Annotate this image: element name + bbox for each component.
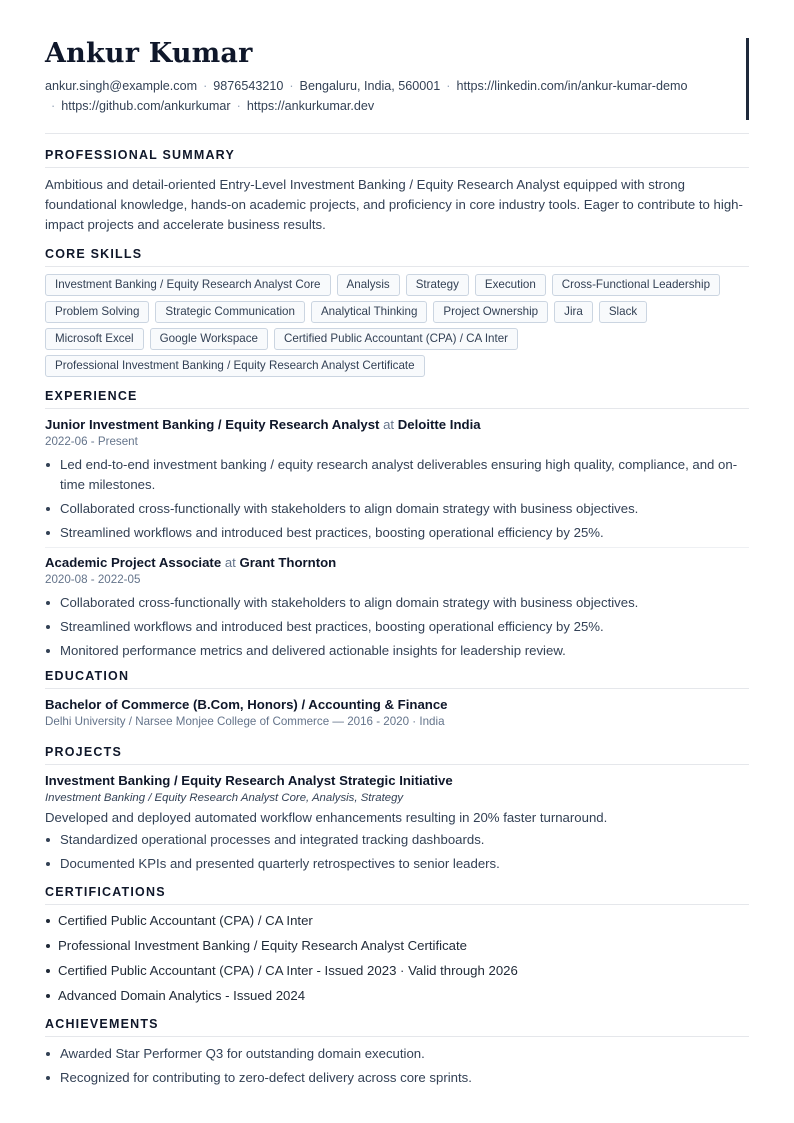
achievement-item: Recognized for contributing to zero-defect delivery across core sprints.: [45, 1068, 749, 1088]
skill-chip: Cross-Functional Leadership: [552, 274, 720, 296]
job-company: Deloitte India: [397, 417, 481, 432]
project-bullet: Standardized operational processes and integrated tracking dashboards.: [45, 830, 749, 850]
contact-website-link[interactable]: https://ankurkumar.dev: [246, 99, 375, 113]
contact-separator: ·: [236, 99, 241, 113]
resume-page: [45, 38, 749, 1092]
section-title-certifications: CERTIFICATIONS: [45, 884, 749, 905]
job-bullet: Collaborated cross-functionally with stakeholders to align domain strategy with business objectives.: [45, 593, 749, 613]
skill-chip: Analytical Thinking: [311, 301, 427, 323]
job-bullet: Streamlined workflows and introduced best practices, boosting operational efficiency by 25%.: [45, 523, 749, 543]
candidate-name: Ankur Kumar: [45, 38, 253, 69]
job-role: Junior Investment Banking / Equity Research Analyst: [45, 417, 380, 432]
job-bullet: Streamlined workflows and introduced best practices, boosting operational efficiency by 25%.: [45, 617, 749, 637]
contact-linkedin-link[interactable]: https://linkedin.com/in/ankur-kumar-demo: [456, 79, 688, 93]
contact-phone[interactable]: 9876543210: [213, 79, 284, 93]
section-title-skills: CORE SKILLS: [45, 246, 749, 267]
experience-section: [45, 388, 749, 661]
job-bullet: Collaborated cross-functionally with stakeholders to align domain strategy with business objectives.: [45, 499, 749, 519]
job-heading: [45, 416, 749, 434]
education-details: Delhi University / Narsee Monjee College of Commerce — 2016 - 2020 · India: [45, 715, 445, 728]
section-title-experience: EXPERIENCE: [45, 388, 749, 409]
skill-chip: Google Workspace: [150, 328, 268, 350]
project-name: Investment Banking / Equity Research Analyst Strategic Initiative: [45, 773, 453, 788]
achievement-item: Awarded Star Performer Q3 for outstanding domain execution.: [45, 1044, 749, 1064]
skill-chip: Execution: [475, 274, 546, 296]
contact-line: [45, 76, 735, 116]
header-divider: [45, 133, 749, 134]
job-at-label: at: [383, 417, 395, 432]
section-title-achievements: ACHIEVEMENTS: [45, 1016, 749, 1037]
project-tech-stack: Investment Banking / Equity Research Analyst Core, Analysis, Strategy: [45, 792, 404, 804]
certification-item: Certified Public Accountant (CPA) / CA Inter - Issued 2023 · Valid through 2026: [45, 961, 749, 981]
skill-chip: Professional Investment Banking / Equity Research Analyst Certificate: [45, 355, 425, 377]
job-dates: 2022-06 - Present: [45, 435, 138, 448]
projects-section: [45, 744, 749, 874]
section-title-education: EDUCATION: [45, 668, 749, 689]
job-at-label: at: [224, 555, 236, 570]
resume-header: [45, 38, 749, 116]
job-bullet-list: [45, 455, 749, 543]
contact-github-link[interactable]: https://github.com/ankurkumar: [61, 99, 231, 113]
education-section: [45, 668, 749, 730]
certifications-section: [45, 884, 749, 1006]
section-title-projects: PROJECTS: [45, 744, 749, 765]
skill-chip: Jira: [554, 301, 593, 323]
skills-section: [45, 246, 749, 377]
skill-chip: Problem Solving: [45, 301, 149, 323]
certification-list: [45, 911, 749, 1006]
contact-separator: ·: [289, 79, 294, 93]
job-bullet-list: [45, 593, 749, 661]
contact-separator: ·: [446, 79, 451, 93]
job-dates: 2020-08 - 2022-05: [45, 573, 141, 586]
project-bullet-list: [45, 830, 749, 874]
job-divider: [45, 547, 749, 548]
summary-section: [45, 147, 749, 235]
contact-email[interactable]: ankur.singh@example.com: [45, 79, 198, 93]
achievements-section: [45, 1016, 749, 1088]
job-role: Academic Project Associate: [45, 555, 222, 570]
skill-chip: Project Ownership: [433, 301, 548, 323]
skill-chip: Strategic Communication: [155, 301, 305, 323]
skill-chip: Analysis: [337, 274, 400, 296]
experience-entry: [45, 416, 749, 543]
job-bullet: Led end-to-end investment banking / equity research analyst deliverables ensuring high quality, compliance, and on-time milestones.: [45, 455, 749, 495]
achievement-list: [45, 1044, 749, 1088]
certification-item: Advanced Domain Analytics - Issued 2024: [45, 986, 749, 1006]
contact-separator: ·: [203, 79, 208, 93]
section-title-summary: PROFESSIONAL SUMMARY: [45, 147, 749, 168]
skill-chip: Slack: [599, 301, 647, 323]
project-description: Developed and deployed automated workflow enhancements resulting in 20% faster turnaround.: [45, 810, 608, 825]
education-degree: Bachelor of Commerce (B.Com, Honors) / Accounting & Finance: [45, 697, 448, 712]
skill-chip-list: [45, 274, 749, 377]
contact-separator: ·: [51, 99, 56, 113]
summary-text: Ambitious and detail-oriented Entry-Level Investment Banking / Equity Research Analyst equipped with strong foundational knowledge, hands-on academic projects, and proficiency in core industry tools. Eager to contribute to high-impact projects and accelerate business results.: [45, 177, 743, 232]
job-bullet: Monitored performance metrics and delivered actionable insights for leadership review.: [45, 641, 749, 661]
skill-chip: Strategy: [406, 274, 469, 296]
skill-chip: Microsoft Excel: [45, 328, 144, 350]
certification-item: Professional Investment Banking / Equity Research Analyst Certificate: [45, 936, 749, 956]
contact-location: Bengaluru, India, 560001: [299, 79, 441, 93]
skill-chip: Certified Public Accountant (CPA) / CA Inter: [274, 328, 518, 350]
skill-chip: Investment Banking / Equity Research Analyst Core: [45, 274, 331, 296]
job-company: Grant Thornton: [239, 555, 337, 570]
job-heading: [45, 554, 749, 572]
experience-entry: [45, 554, 749, 661]
project-bullet: Documented KPIs and presented quarterly retrospectives to senior leaders.: [45, 854, 749, 874]
certification-item: Certified Public Accountant (CPA) / CA Inter: [45, 911, 749, 931]
